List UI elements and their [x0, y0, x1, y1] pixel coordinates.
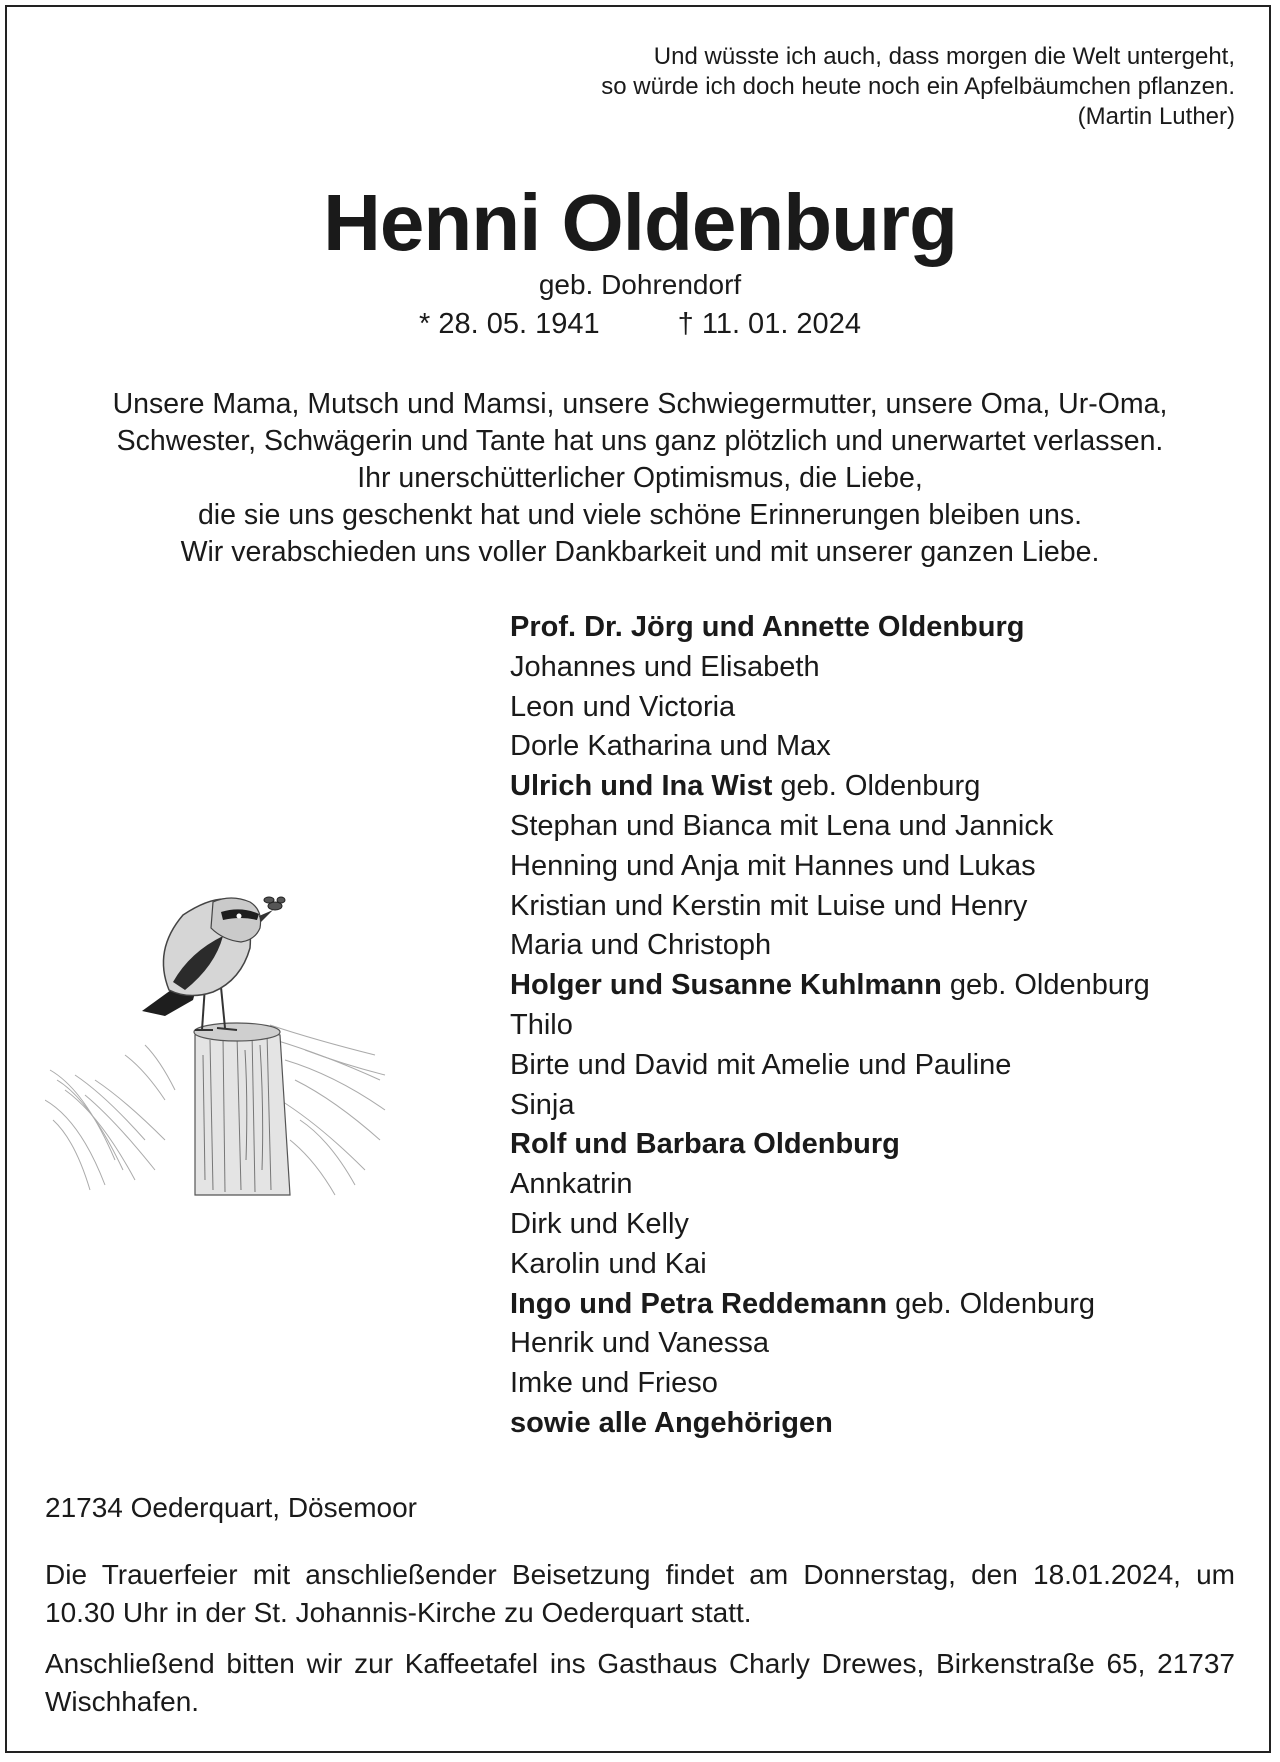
family-name-text: Kristian und Kerstin mit Luise und Henry [510, 889, 1028, 922]
family-line [510, 1006, 1150, 1046]
family-name-text: Maria und Christoph [510, 929, 772, 962]
family-line [510, 1324, 1150, 1364]
quote-line: Und wüsste ich auch, dass morgen die Welt untergeht, [653, 43, 1235, 70]
deceased-name: Henni Oldenburg [323, 178, 957, 267]
family-name-text: Dorle Katharina und Max [510, 730, 831, 763]
family-line [510, 1125, 1150, 1165]
family-line [510, 688, 1150, 728]
family-name-text: Thilo [510, 1008, 573, 1041]
family-name-bold: Rolf und Barbara Oldenburg [510, 1128, 900, 1161]
message-line: Schwester, Schwägerin und Tante hat uns ganz plötzlich und unerwartet verlassen. [116, 425, 1164, 457]
family-name-text: Leon und Victoria [510, 690, 736, 723]
family-line [510, 1086, 1150, 1126]
message-line: Wir verabschieden uns voller Dankbarkeit und mit unserer ganzen Liebe. [180, 536, 1100, 568]
family-line [510, 1205, 1150, 1245]
birth-name: geb. Dohrendorf [538, 269, 742, 300]
family-name-text: Annkatrin [510, 1168, 633, 1201]
reception-notice: Anschließend bitten wir zur Kaffeetafel ins Gasthaus Charly Drewes, Birkenstraße 65, 21737 Wischhafen. [45, 1648, 1235, 1717]
family-name-bold: Ingo und Petra Reddemann [510, 1287, 888, 1320]
family-name-text: geb. Oldenburg [887, 1287, 1096, 1320]
message-line: Ihr unerschütterlicher Optimismus, die Liebe, [357, 462, 923, 494]
family-name-bold: Holger und Susanne Kuhlmann [510, 969, 942, 1002]
quote-author: (Martin Luther) [1077, 103, 1235, 130]
family-name-bold: sowie alle Angehörigen [510, 1406, 833, 1439]
family-line [510, 648, 1150, 688]
death-date: † 11. 01. 2024 [677, 308, 861, 340]
family-name-text: geb. Oldenburg [772, 770, 981, 803]
bird-on-post-illustration [45, 840, 390, 1200]
family-name-text: Henrik und Vanessa [510, 1327, 770, 1360]
memorial-message [0, 386, 1280, 571]
funeral-notice: Die Trauerfeier mit anschließender Beisetzung findet am Donnerstag, den 18.01.2024, um 10.30 Uhr in der St. Johannis-Kirche zu Oederquart statt. [45, 1559, 1235, 1628]
quote-block [601, 42, 1235, 132]
family-line [510, 847, 1150, 887]
family-line [510, 1364, 1150, 1404]
family-line [510, 807, 1150, 847]
family-line [510, 608, 1150, 648]
family-name-text: Karolin und Kai [510, 1247, 707, 1280]
family-line [510, 1404, 1150, 1444]
family-line [510, 1245, 1150, 1285]
family-line [510, 727, 1150, 767]
family-line [510, 966, 1150, 1006]
life-dates [0, 306, 1280, 342]
family-name-text: Birte und David mit Amelie und Pauline [510, 1048, 1012, 1081]
family-name-text: Stephan und Bianca mit Lena und Jannick [510, 809, 1054, 842]
family-name-text: Henning und Anja mit Hannes und Lukas [510, 849, 1036, 882]
message-line: Unsere Mama, Mutsch und Mamsi, unsere Schwiegermutter, unsere Oma, Ur-Oma, [112, 388, 1168, 420]
family-line [510, 926, 1150, 966]
family-name-text: Dirk und Kelly [510, 1207, 689, 1240]
message-line: die sie uns geschenkt hat und viele schöne Erinnerungen bleiben uns. [197, 499, 1083, 531]
family-line [510, 1165, 1150, 1205]
family-name-text: Sinja [510, 1088, 575, 1121]
family-name-text: Imke und Frieso [510, 1367, 718, 1400]
family-name-bold: Prof. Dr. Jörg und Annette Oldenburg [510, 611, 1025, 643]
family-line [510, 1046, 1150, 1086]
birth-date: * 28. 05. 1941 [419, 308, 600, 340]
family-line [510, 1285, 1150, 1325]
family-name-text: geb. Oldenburg [941, 969, 1150, 1002]
family-line [510, 887, 1150, 927]
place-of-residence: 21734 Oederquart, Dösemoor [45, 1492, 417, 1523]
family-name-bold: Ulrich und Ina Wist [510, 770, 773, 803]
quote-line: so würde ich doch heute noch ein Apfelbäumchen pflanzen. [601, 73, 1235, 100]
family-list [510, 608, 1150, 1444]
family-line [510, 767, 1150, 807]
family-name-text: Johannes und Elisabeth [510, 650, 820, 683]
